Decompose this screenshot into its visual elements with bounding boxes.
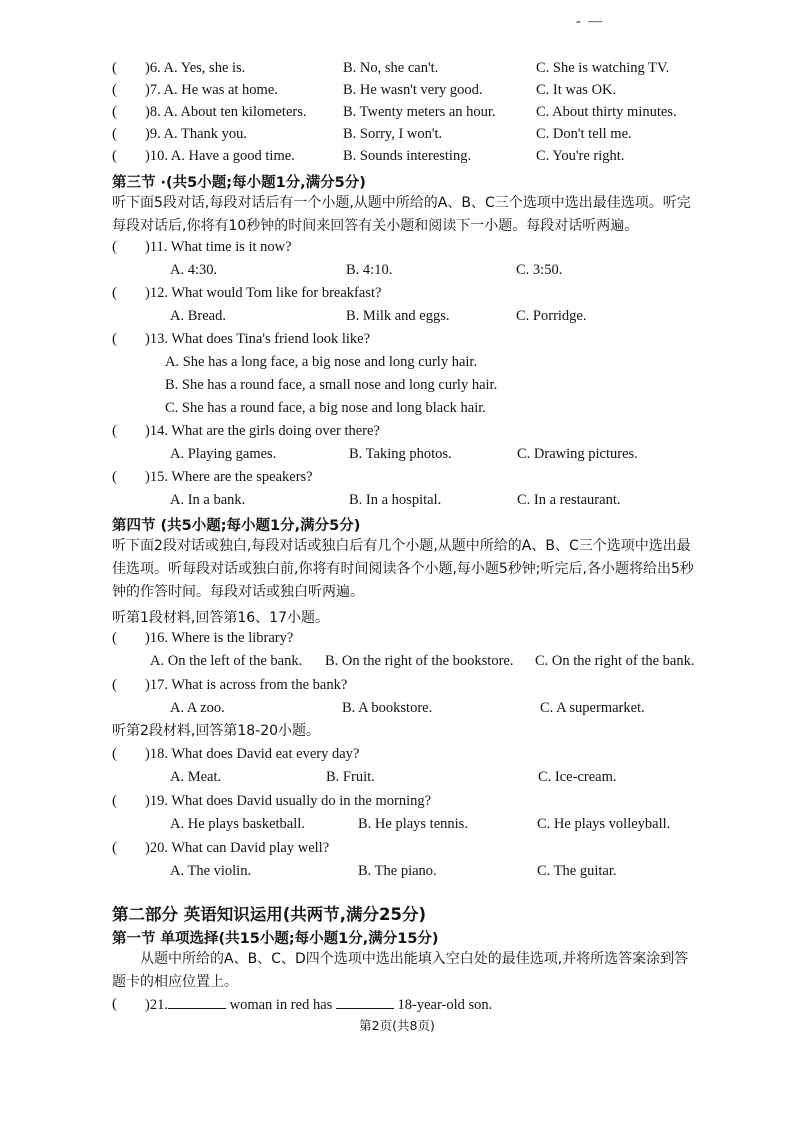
section-4-instructions: 听下面2段对话或独白,每段对话或独白后有几个小题,从题中所给的A、B、C三个选项中选出最佳选项。听每段对话或独白前,你将有时间阅读各个小题,每小题5秒钟;听完后,各小题将给出5秒钟的作答时间。每段对话或独白听两遍。 xyxy=(112,538,694,600)
question-text: )17. What is across from the bank? xyxy=(145,677,348,693)
option-a: )7. A. He was at home. xyxy=(145,82,278,98)
question-number: )21. xyxy=(145,997,168,1013)
option-a: A. 4:30. xyxy=(170,262,218,278)
option-a: )10. A. Have a good time. xyxy=(145,148,295,164)
part-2-title: 第二部分 英语知识运用(共两节,满分25分) xyxy=(112,905,427,924)
part-2-instructions: 从题中所给的A、B、C、D四个选项中选出能填入空白处的最佳选项,并将所选答案涂到答题卡的相应位置上。 xyxy=(112,951,689,990)
answer-paren[interactable]: ( xyxy=(112,331,117,347)
option-a: A. Meat. xyxy=(170,769,222,785)
section-3-instructions: 听下面5段对话,每段对话后有一个小题,从题中所给的A、B、C三个选项中选出最佳选项。听完每段对话后,你将有10秒钟的时间来回答有关小题和阅读下一小题。每段对话听两遍。 xyxy=(112,195,691,234)
question-row xyxy=(0,60,794,82)
question-row xyxy=(0,148,794,170)
sentence-middle: woman in red has xyxy=(225,997,336,1013)
option-c: C. She is watching TV. xyxy=(536,60,670,76)
option-b: B. On the right of the bookstore. xyxy=(325,653,514,669)
option-c: C. He plays volleyball. xyxy=(537,816,671,832)
option-b: B. Twenty meters an hour. xyxy=(343,104,496,120)
option-a: A. She has a long face, a big nose and long curly hair. xyxy=(165,354,478,370)
answer-paren[interactable]: ( xyxy=(112,104,117,120)
option-b: B. Taking photos. xyxy=(349,446,452,462)
answer-paren[interactable]: ( xyxy=(112,996,117,1012)
option-a: A. On the left of the bank. xyxy=(150,653,303,669)
option-a: )6. A. Yes, she is. xyxy=(145,60,246,76)
question-text: )12. What would Tom like for breakfast? xyxy=(145,285,382,301)
question-text: )16. Where is the library? xyxy=(145,630,294,646)
answer-paren[interactable]: ( xyxy=(112,285,117,301)
option-a: A. He plays basketball. xyxy=(170,816,305,832)
answer-paren[interactable]: ( xyxy=(112,793,117,809)
answer-paren[interactable]: ( xyxy=(112,148,117,164)
answer-paren[interactable]: ( xyxy=(112,840,117,856)
answer-paren[interactable]: ( xyxy=(112,469,117,485)
answer-paren[interactable]: ( xyxy=(112,677,117,693)
option-c: C. A supermarket. xyxy=(540,700,645,716)
question-text: )11. What time is it now? xyxy=(145,239,292,255)
blank-1[interactable] xyxy=(168,996,226,1009)
section-3-heading: 第三节 ·(共5小题;每小题1分,满分5分) xyxy=(112,175,366,191)
option-b: B. No, she can't. xyxy=(343,60,439,76)
option-a: )9. A. Thank you. xyxy=(145,126,248,142)
answer-paren[interactable]: ( xyxy=(112,746,117,762)
option-a: A. Playing games. xyxy=(170,446,277,462)
answer-paren[interactable]: ( xyxy=(112,82,117,98)
option-b: B. Milk and eggs. xyxy=(346,308,450,324)
option-b: B. Fruit. xyxy=(326,769,375,785)
answer-paren[interactable]: ( xyxy=(112,423,117,439)
question-row xyxy=(0,126,794,148)
option-b: B. Sounds interesting. xyxy=(343,148,472,164)
option-c: C. Porridge. xyxy=(516,308,587,324)
question-text: )20. What can David play well? xyxy=(145,840,330,856)
answer-paren[interactable]: ( xyxy=(112,60,117,76)
option-b: B. In a hospital. xyxy=(349,492,442,508)
page-footer: 第2页(共8页) xyxy=(359,1018,435,1033)
answer-paren[interactable]: ( xyxy=(112,630,117,646)
option-c: C. It was OK. xyxy=(536,82,617,98)
option-b: B. He plays tennis. xyxy=(358,816,468,832)
blank-2[interactable] xyxy=(336,996,394,1009)
page-marker: - — xyxy=(576,14,605,29)
option-c: C. The guitar. xyxy=(537,863,617,879)
option-a: A. In a bank. xyxy=(170,492,246,508)
option-b: B. A bookstore. xyxy=(342,700,433,716)
answer-paren[interactable]: ( xyxy=(112,239,117,255)
option-c: C. She has a round face, a big nose and long black hair. xyxy=(165,400,486,416)
option-c: C. On the right of the bank. xyxy=(535,653,695,669)
question-text: )15. Where are the speakers? xyxy=(145,469,313,485)
option-b: B. Sorry, I won't. xyxy=(343,126,443,142)
option-c: C. Ice-cream. xyxy=(538,769,617,785)
question-text: )18. What does David eat every day? xyxy=(145,746,360,762)
option-c: C. You're right. xyxy=(536,148,625,164)
question-21-sentence xyxy=(145,996,492,1014)
question-row xyxy=(0,82,794,104)
question-row xyxy=(0,104,794,126)
option-c: C. Don't tell me. xyxy=(536,126,632,142)
part-2-section-1-heading: 第一节 单项选择(共15小题;每小题1分,满分15分) xyxy=(112,931,439,947)
material-1-label: 听第1段材料,回答第16、17小题。 xyxy=(112,610,329,626)
option-c: C. 3:50. xyxy=(516,262,563,278)
answer-paren[interactable]: ( xyxy=(112,126,117,142)
option-a: A. A zoo. xyxy=(170,700,225,716)
option-b: B. He wasn't very good. xyxy=(343,82,483,98)
option-c: C. Drawing pictures. xyxy=(517,446,638,462)
question-text: )14. What are the girls doing over there? xyxy=(145,423,380,439)
sentence-end: 18-year-old son. xyxy=(393,997,493,1013)
option-c: C. About thirty minutes. xyxy=(536,104,677,120)
option-a: )8. A. About ten kilometers. xyxy=(145,104,307,120)
option-b: B. The piano. xyxy=(358,863,437,879)
option-b: B. 4:10. xyxy=(346,262,393,278)
question-text: )19. What does David usually do in the morning? xyxy=(145,793,432,809)
material-2-label: 听第2段材料,回答第18-20小题。 xyxy=(112,723,321,739)
option-a: A. The violin. xyxy=(170,863,252,879)
section-4-heading: 第四节 (共5小题;每小题1分,满分5分) xyxy=(112,518,361,534)
option-b: B. She has a round face, a small nose and long curly hair. xyxy=(165,377,498,393)
option-c: C. In a restaurant. xyxy=(517,492,621,508)
option-a: A. Bread. xyxy=(170,308,226,324)
question-text: )13. What does Tina's friend look like? xyxy=(145,331,371,347)
